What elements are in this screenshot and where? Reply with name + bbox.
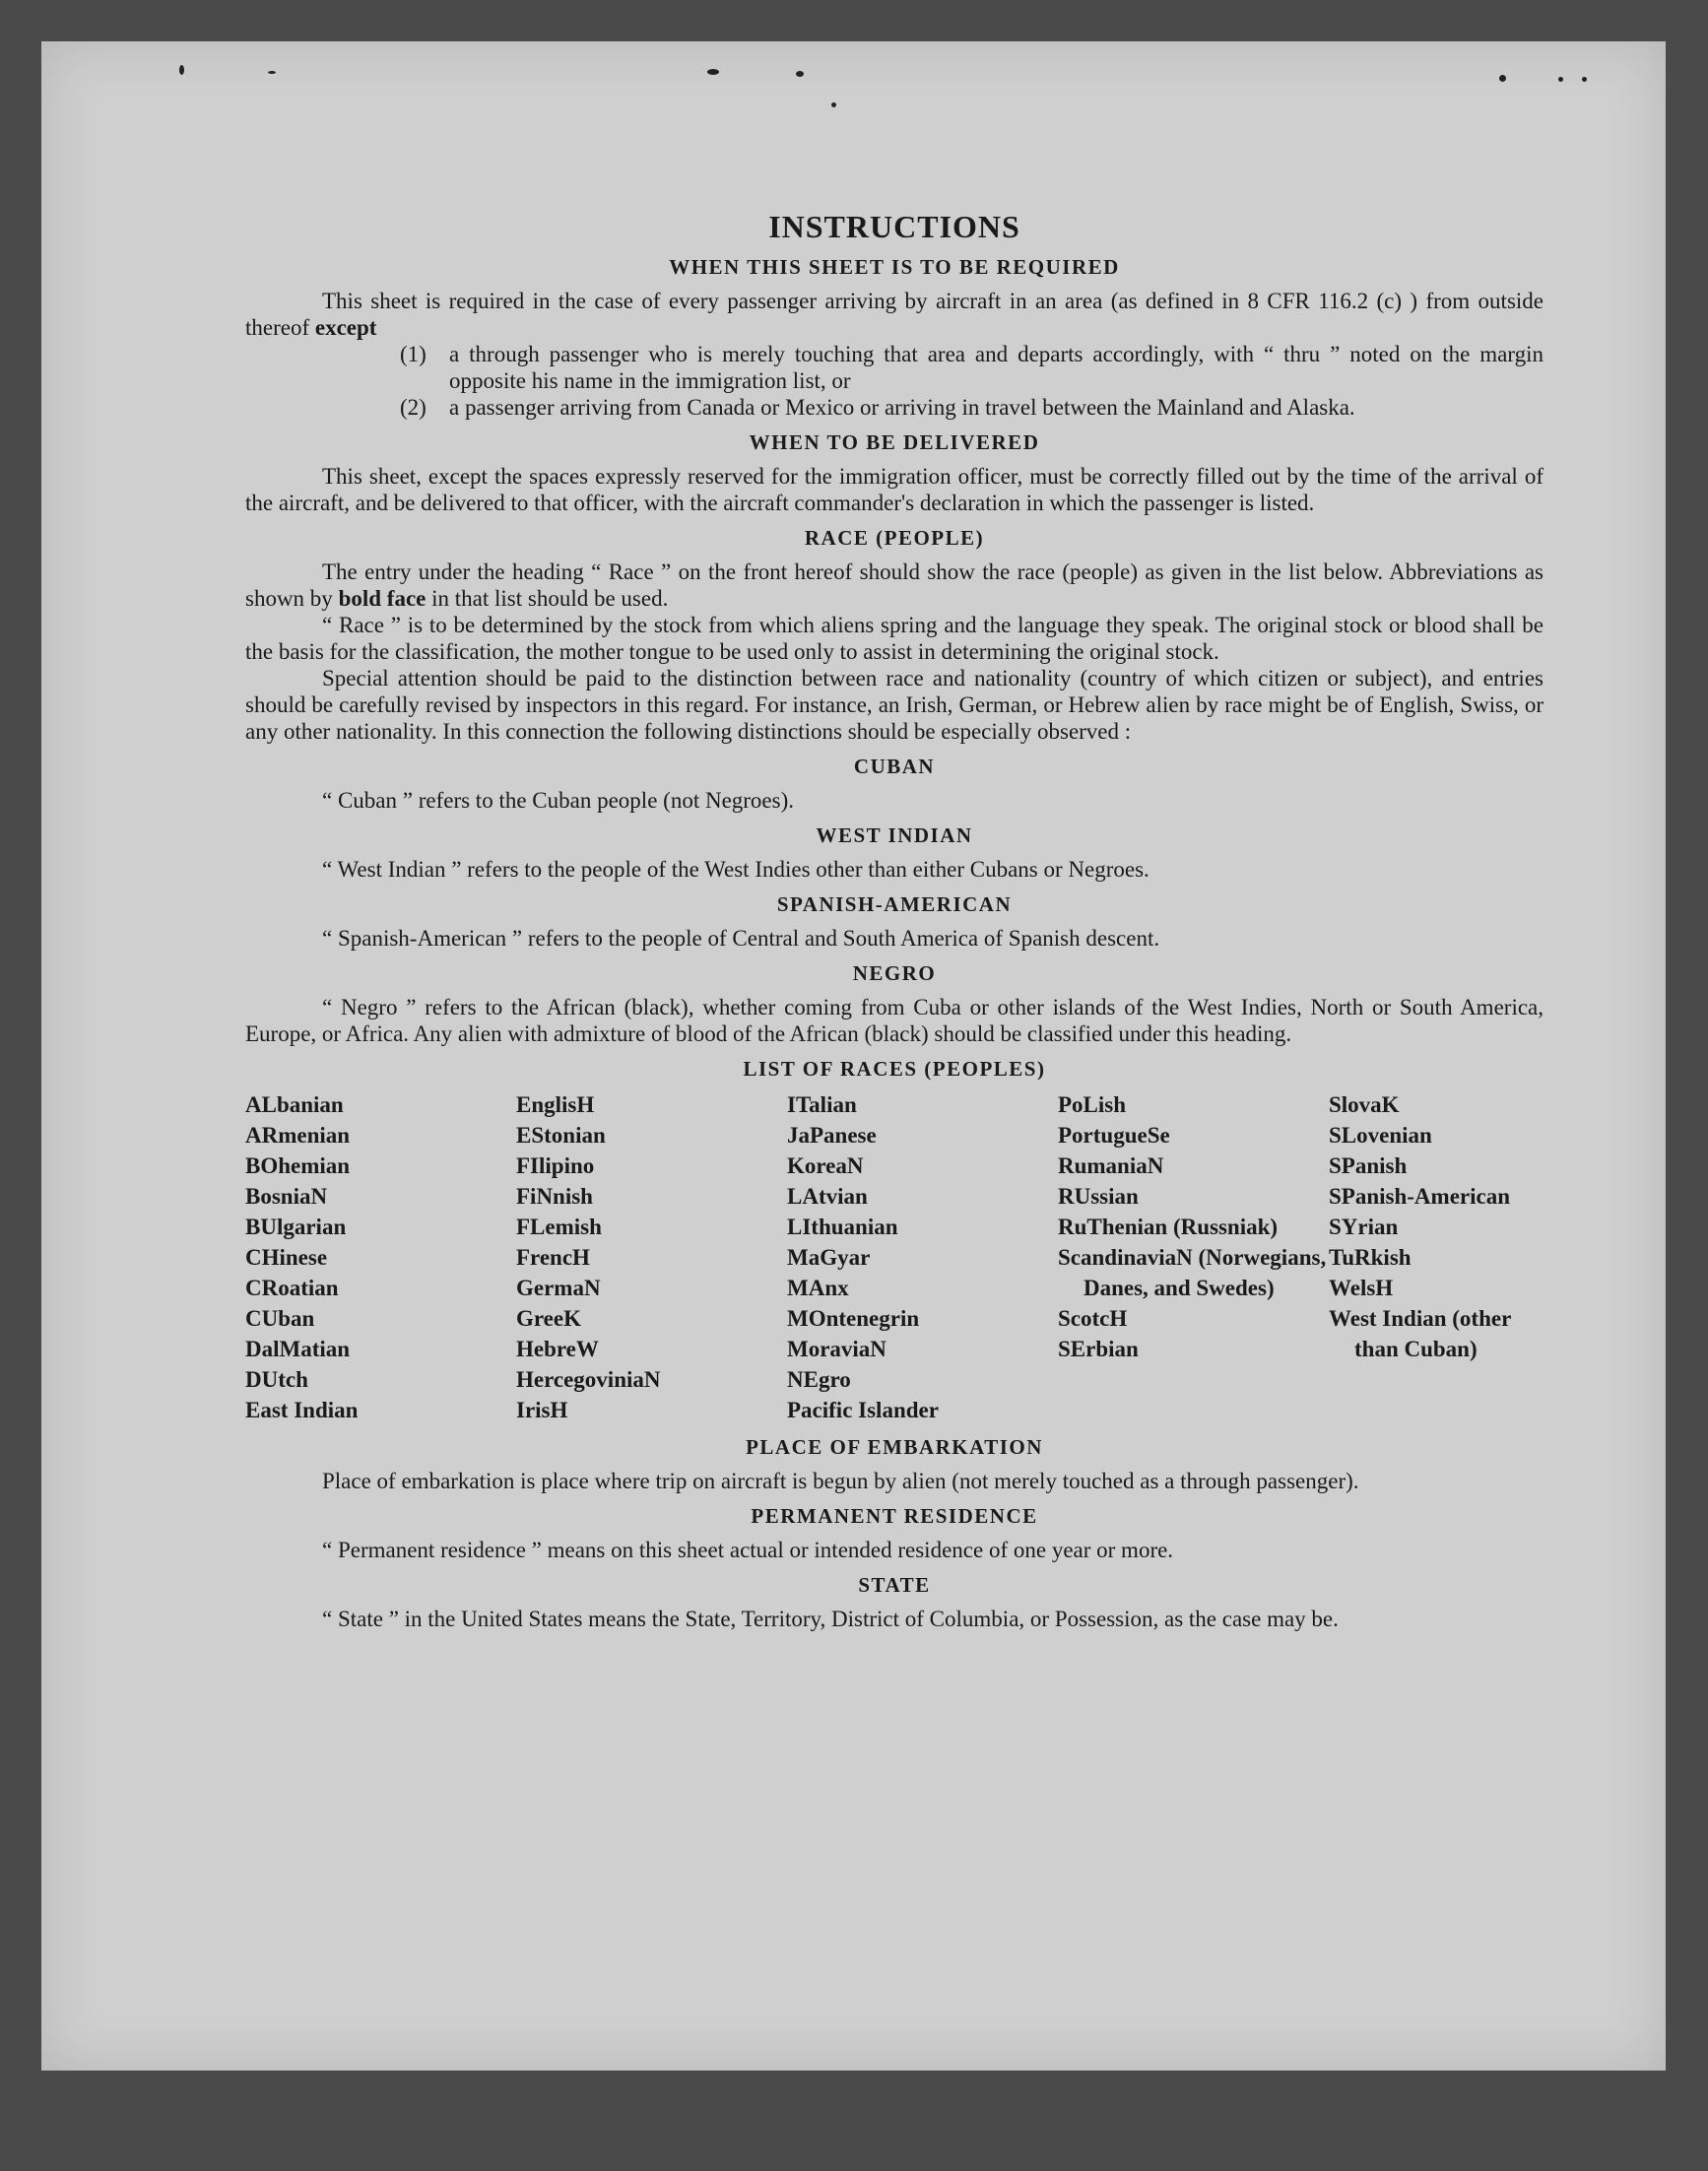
race-paragraph-2: “ Race ” is to be determined by the stock from which aliens spring and the language they speak. The original stock or blood shall be the basis for the classification, the mother tongue to be used only to assist in determining the original stock.	[245, 613, 1544, 664]
race-entry: CHinese	[245, 1245, 328, 1270]
exception-number: (1)	[400, 342, 427, 366]
race-entry: GreeK	[516, 1306, 581, 1331]
races-column-5	[1329, 1089, 1544, 1425]
race-entry: ScandinaviaN (Norwegians, Danes, and Swedes)	[1058, 1245, 1327, 1300]
heading-permanent-residence: PERMANENT RESIDENCE	[751, 1504, 1038, 1528]
exception-item-2	[400, 394, 1544, 421]
race-entry: LIthuanian	[787, 1215, 898, 1239]
race-entry: BOhemian	[245, 1153, 351, 1178]
races-table	[245, 1089, 1544, 1425]
race-entry: WelsH	[1329, 1276, 1394, 1300]
race-entry: FLemish	[516, 1215, 602, 1239]
race-entry: SErbian	[1058, 1337, 1139, 1361]
race-entry: KoreaN	[787, 1153, 864, 1178]
race-entry: HercegoviniaN	[516, 1367, 661, 1392]
race-entry: PoLish	[1058, 1092, 1127, 1117]
document-page	[41, 41, 1666, 2071]
race-entry: SLovenian	[1329, 1123, 1432, 1148]
heading-cuban: CUBAN	[853, 755, 936, 778]
races-column-1	[245, 1089, 516, 1425]
heading-when-delivered: WHEN TO BE DELIVERED	[749, 430, 1040, 454]
race-entry: FrencH	[516, 1245, 590, 1270]
race-entry: DUtch	[245, 1367, 308, 1392]
delivered-paragraph: This sheet, except the spaces expressly reserved for the immigration officer, must be correctly filled out by the time of the arrival of the aircraft, and be delivered to that officer, with the aircraft commander's declaration in which the passenger is listed.	[245, 464, 1544, 515]
cuban-paragraph: “ Cuban ” refers to the Cuban people (not Negroes).	[322, 788, 795, 813]
race-entry: EStonian	[516, 1123, 606, 1148]
race-entry: LAtvian	[787, 1184, 868, 1209]
race-entry: MAnx	[787, 1276, 849, 1300]
heading-spanish-american: SPANISH-AMERICAN	[776, 892, 1013, 916]
race-entry: RUssian	[1058, 1184, 1139, 1209]
west-indian-paragraph: “ West Indian ” refers to the people of the West Indies other than either Cubans or Negroes.	[322, 857, 1150, 882]
race-entry: SPanish-American	[1329, 1184, 1510, 1209]
race-entry: GermaN	[516, 1276, 601, 1300]
races-column-3	[787, 1089, 1058, 1425]
race-entry: RumaniaN	[1058, 1153, 1164, 1178]
embarkation-paragraph: Place of embarkation is place where trip on aircraft is begun by alien (not merely touched as a through passenger).	[322, 1469, 1359, 1493]
race-entry: EnglisH	[516, 1092, 595, 1117]
spanish-american-paragraph: “ Spanish-American ” refers to the people of Central and South America of Spanish descent.	[322, 926, 1160, 951]
race-entry: ScotcH	[1058, 1306, 1128, 1331]
race-text-b: in that list should be used.	[431, 586, 669, 611]
race-entry: IrisH	[516, 1398, 568, 1422]
race-entry: FiNnish	[516, 1184, 593, 1209]
heading-list-of-races: LIST OF RACES (PEOPLES)	[743, 1057, 1046, 1081]
race-entry: DalMatian	[245, 1337, 351, 1361]
race-entry: NEgro	[787, 1367, 851, 1392]
heading-when-required: WHEN THIS SHEET IS TO BE REQUIRED	[669, 255, 1120, 279]
races-column-2	[516, 1089, 787, 1425]
race-entry: SPanish	[1329, 1153, 1408, 1178]
required-except: except	[314, 315, 377, 340]
race-entry: MOntenegrin	[787, 1306, 920, 1331]
race-paragraph-1	[245, 559, 1544, 612]
heading-race: RACE (PEOPLE)	[804, 526, 985, 550]
race-entry: BUlgarian	[245, 1215, 347, 1239]
race-entry: HebreW	[516, 1337, 599, 1361]
required-text: This sheet is required in the case of every passenger arriving by aircraft in an area (as defined in 8 CFR 116.2 (c) ) from outside thereof	[245, 289, 1544, 340]
race-entry: East Indian	[245, 1398, 359, 1422]
race-bold-face: bold face	[338, 586, 427, 611]
exception-number: (2)	[400, 395, 427, 420]
required-paragraph	[245, 288, 1544, 341]
races-column-4	[1058, 1089, 1329, 1425]
exception-text: a through passenger who is merely touching that area and departs accordingly, with “ thru ” noted on the margin opposite his name in the immigration list, or	[449, 342, 1544, 393]
negro-paragraph: “ Negro ” refers to the African (black), whether coming from Cuba or other islands of the West Indies, North or South America, Europe, or Africa. Any alien with admixture of blood of the African (black) should be classified under this heading.	[245, 995, 1544, 1046]
race-entry: FIlipino	[516, 1153, 595, 1178]
race-entry: ITalian	[787, 1092, 857, 1117]
race-entry: Pacific Islander	[787, 1398, 939, 1422]
state-paragraph: “ State ” in the United States means the State, Territory, District of Columbia, or Possession, as the case may be.	[322, 1607, 1339, 1631]
race-entry: JaPanese	[787, 1123, 877, 1148]
residence-paragraph: “ Permanent residence ” means on this sheet actual or intended residence of one year or more.	[322, 1538, 1174, 1562]
exception-text: a passenger arriving from Canada or Mexico or arriving in travel between the Mainland and Alaska.	[449, 395, 1355, 420]
race-entry: PortugueSe	[1058, 1123, 1170, 1148]
race-entry: West Indian (other than Cuban)	[1329, 1306, 1511, 1361]
race-entry: TuRkish	[1329, 1245, 1412, 1270]
race-entry: CUban	[245, 1306, 315, 1331]
race-entry: SYrian	[1329, 1215, 1399, 1239]
heading-embarkation: PLACE OF EMBARKATION	[746, 1435, 1043, 1459]
race-entry: ALbanian	[245, 1092, 344, 1117]
race-paragraph-3: Special attention should be paid to the distinction between race and nationality (country of which citizen or subject), and entries should be carefully revised by inspectors in this regard. For instance, an Irish, German, or Hebrew alien by race might be of English, Swiss, or any other nationality. In this connection the following distinctions should be especially observed :	[245, 666, 1544, 744]
race-entry: MaGyar	[787, 1245, 871, 1270]
heading-west-indian: WEST INDIAN	[816, 823, 973, 847]
heading-negro: NEGRO	[852, 961, 937, 985]
exception-item-1	[400, 341, 1544, 394]
race-entry: RuThenian (Russniak)	[1058, 1215, 1279, 1239]
race-entry: CRoatian	[245, 1276, 339, 1300]
race-entry: ARmenian	[245, 1123, 351, 1148]
race-entry: SlovaK	[1329, 1092, 1400, 1117]
heading-state: STATE	[858, 1573, 931, 1597]
instructions-content	[245, 209, 1544, 1632]
page-title: INSTRUCTIONS	[768, 209, 1020, 244]
race-entry: BosniaN	[245, 1184, 328, 1209]
race-entry: MoraviaN	[787, 1337, 887, 1361]
race-text-a: The entry under the heading “ Race ” on the front hereof should show the race (people) as given in the list below. Abbreviations as shown by	[245, 559, 1544, 611]
